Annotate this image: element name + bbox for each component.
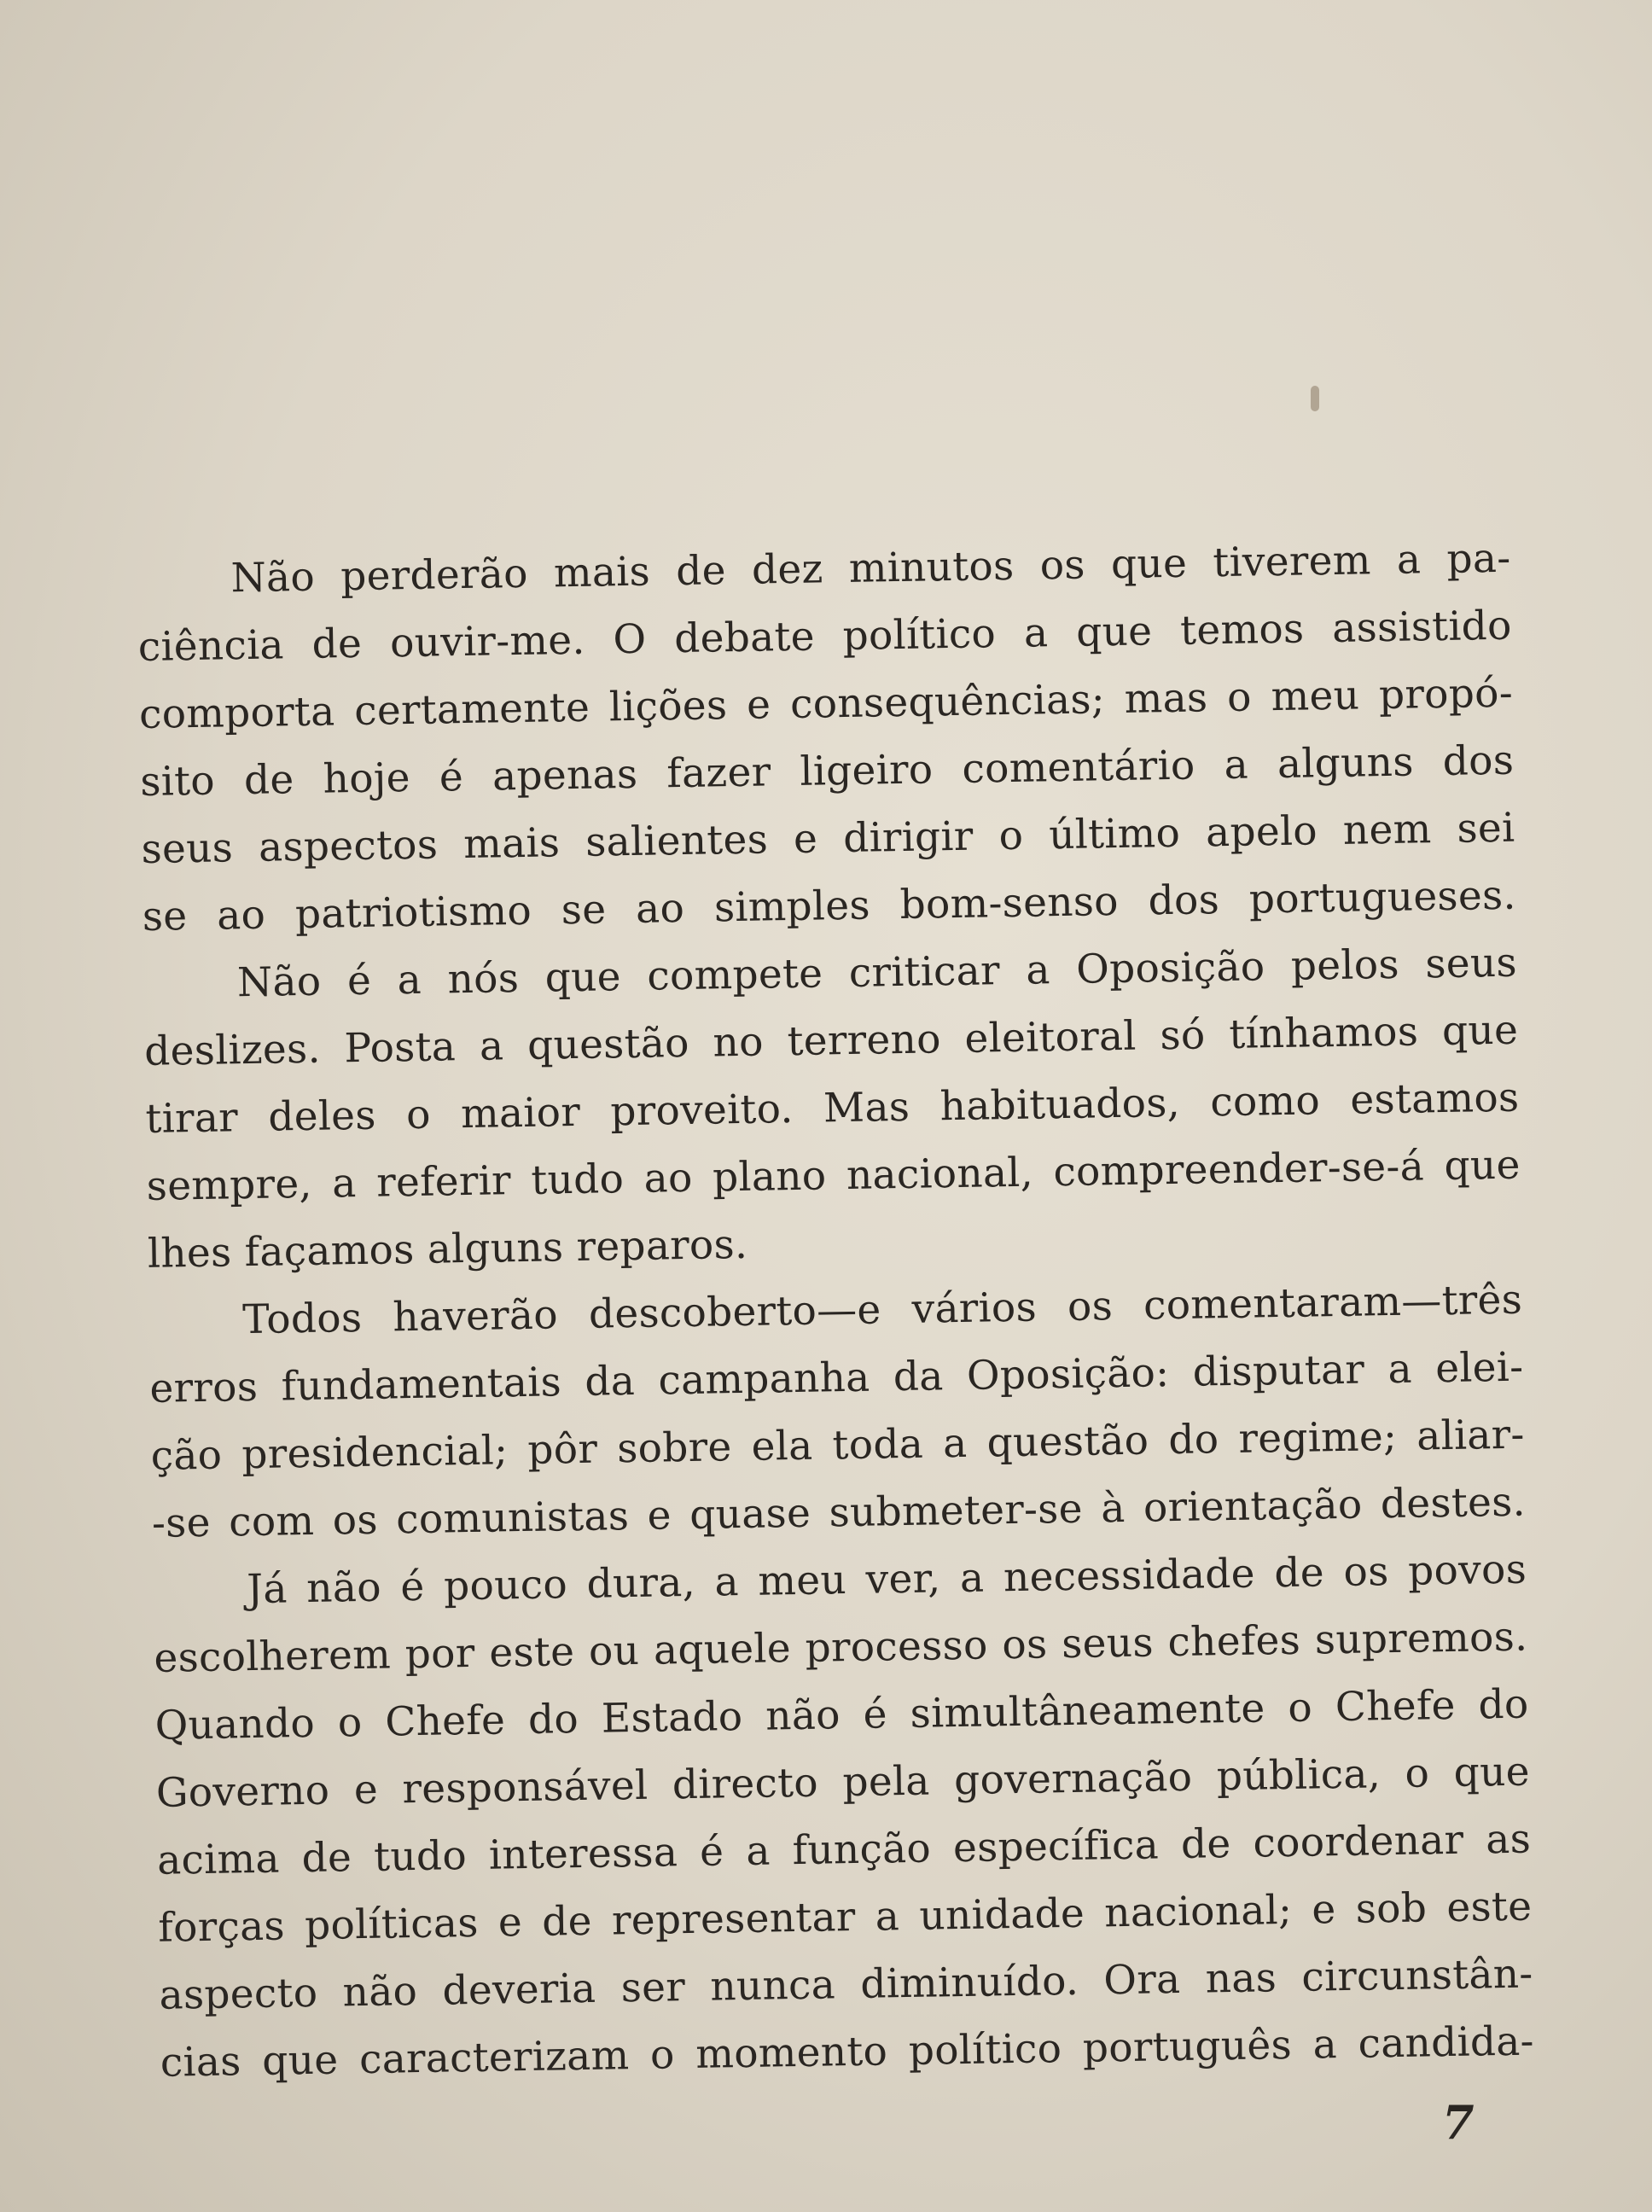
text-line: seus aspectos mais salientes e dirigir o último apelo nem sei	[141, 804, 1515, 873]
text-line: aspecto não deveria ser nunca diminuído. Ora nas circunstân-	[159, 1950, 1533, 2019]
text-line: cias que caracterizam o momento político português a candida-	[160, 2017, 1535, 2087]
page-number: 7	[1442, 2095, 1475, 2150]
text-line: Não é a nós que compete criticar a Oposição pelos seus	[236, 939, 1518, 1007]
text-line: sito de hoje é apenas fazer ligeiro comentário a alguns dos	[139, 736, 1515, 806]
text-line: lhes façamos alguns reparos.	[147, 1220, 748, 1278]
text-line: Não perderão mais de dez minutos os que tiverem a pa-	[230, 534, 1511, 602]
text-line: Já não é pouco dura, a meu ver, a necessidade de os povos	[246, 1545, 1527, 1614]
paragraph-4	[153, 1536, 1535, 2097]
paragraph-1	[137, 525, 1516, 951]
text-line: ção presidencial; pôr sobre ela toda a questão do regime; aliar-	[150, 1411, 1525, 1480]
text-line: forças políticas e de representar a unidade nacional; e sob este	[158, 1883, 1533, 1952]
text-line: erros fundamentais da campanha da Oposição: disputar a elei-	[149, 1343, 1524, 1412]
text-line: Todos haverão descoberto—e vários os comentaram—três	[241, 1276, 1523, 1344]
text-line: deslizes. Posta a questão no terreno eleitoral só tínhamos que	[143, 1006, 1519, 1075]
paragraph-2	[143, 929, 1521, 1288]
text-line: ciência de ouvir-me. O debate político a que temos assistido	[137, 602, 1513, 671]
paragraph-3	[148, 1266, 1527, 1557]
text-line: Quando o Chefe do Estado não é simultâneamente o Chefe do	[154, 1680, 1529, 1749]
text-line: se ao patriotismo se ao simples bom-senso dos portugueses.	[142, 871, 1517, 940]
text-line: sempre, a referir tudo ao plano nacional, compreender-se-á que	[146, 1141, 1521, 1210]
text-line: Governo e responsável directo pela governação pública, o que	[155, 1748, 1531, 1817]
text-line: -se com os comunistas e quase submeter-se à orientação destes.	[151, 1478, 1527, 1547]
paper-blemish	[1311, 386, 1319, 411]
text-line: comporta certamente lições e consequências; mas o meu propó-	[138, 669, 1514, 738]
text-line: escolherem por este ou aquele processo os seus chefes supremos.	[154, 1613, 1528, 1682]
body-text	[137, 525, 1534, 2097]
text-line: tirar deles o maior proveito. Mas habituados, como estamos	[145, 1074, 1520, 1143]
text-line: acima de tudo interessa é a função específica de coordenar as	[156, 1815, 1532, 1884]
